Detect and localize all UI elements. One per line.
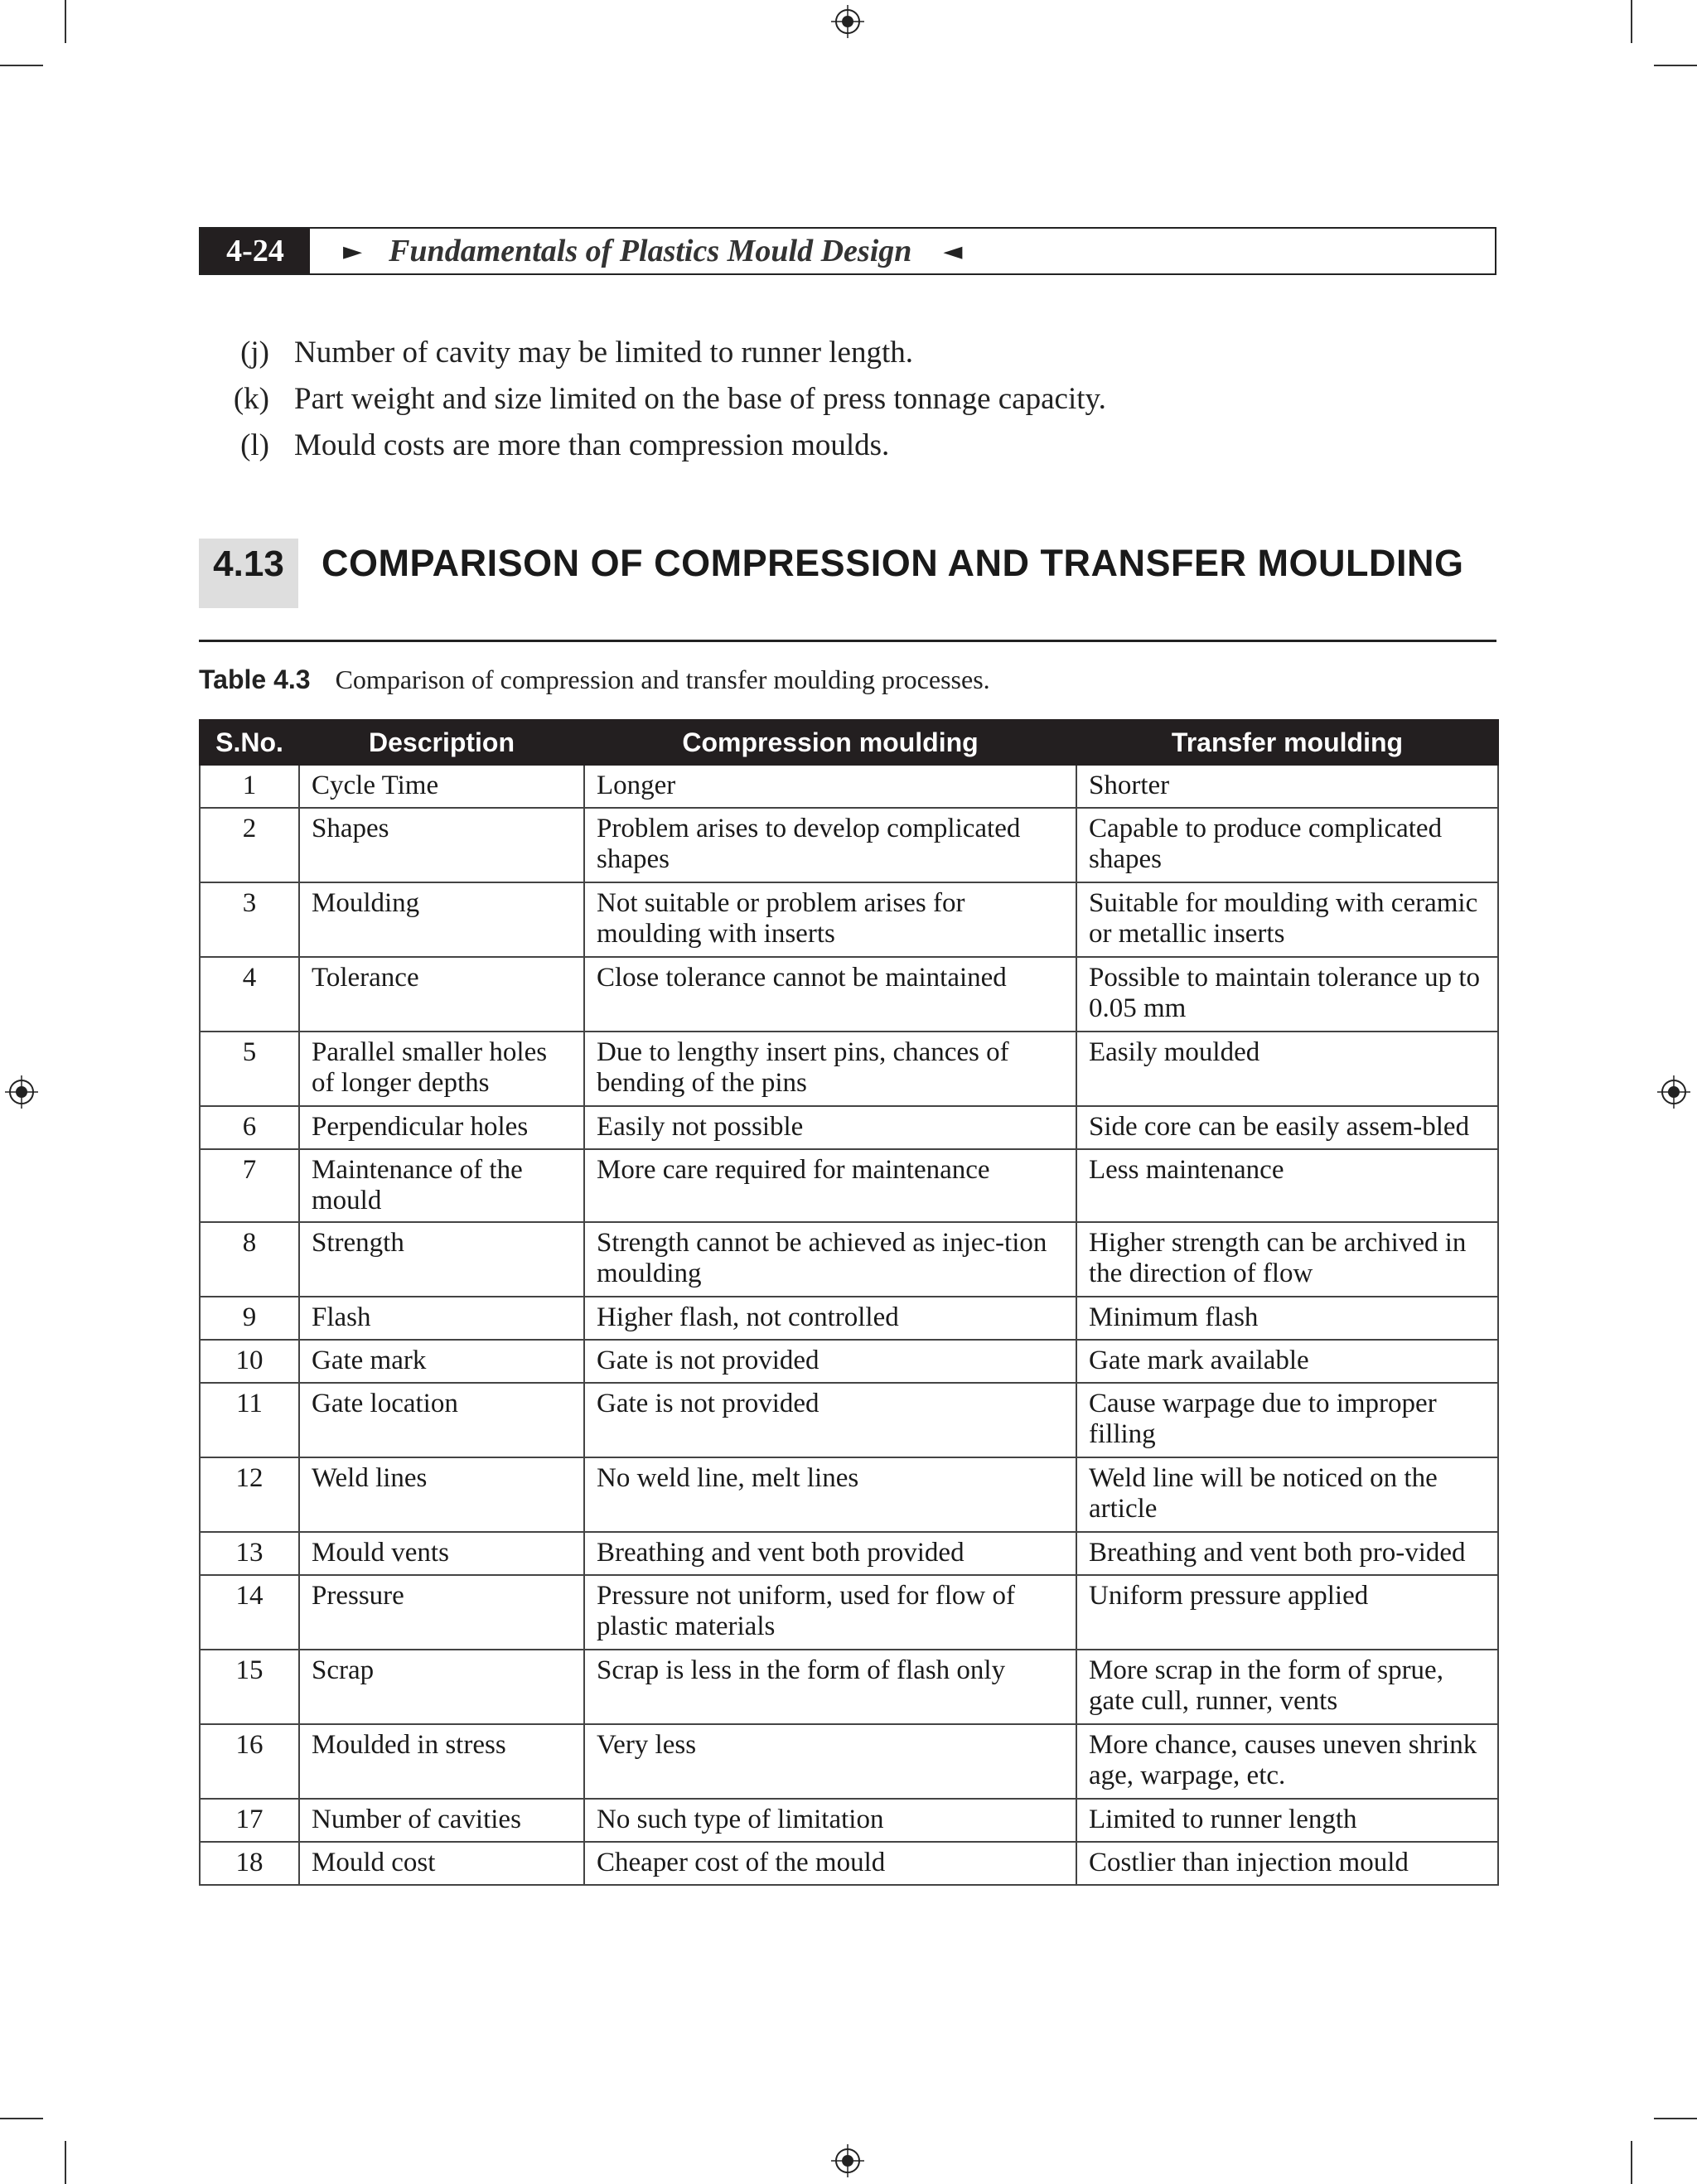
cell-transfer: Shorter: [1076, 765, 1498, 808]
list-item: [199, 330, 1492, 376]
cell-sno: 8: [200, 1222, 299, 1297]
arrow-left-icon: ◄: [943, 236, 963, 266]
table-caption-label: Table 4.3: [199, 664, 311, 694]
cell-sno: 18: [200, 1842, 299, 1885]
cell-transfer: Less maintenance: [1076, 1149, 1498, 1222]
table-row: [200, 1149, 1498, 1222]
cell-compression: Longer: [584, 765, 1076, 808]
book-title: Fundamentals of Plastics Mould Design: [389, 234, 912, 268]
cell-description: Moulded in stress: [299, 1724, 584, 1799]
list: [199, 330, 1492, 469]
crop-mark: [1631, 2141, 1632, 2184]
crop-mark: [65, 2141, 66, 2184]
cell-transfer: Costlier than injection mould: [1076, 1842, 1498, 1885]
cell-sno: 2: [200, 808, 299, 882]
registration-mark-icon: [1657, 1075, 1690, 1109]
cell-compression: Due to lengthy insert pins, chances of bending of the pins: [584, 1032, 1076, 1106]
cell-sno: 4: [200, 957, 299, 1032]
section-title: COMPARISON OF COMPRESSION AND TRANSFER MOULDING: [322, 542, 1464, 584]
cell-description: Maintenance of the mould: [299, 1149, 584, 1222]
column-header-description: Description: [299, 720, 584, 765]
cell-compression: Gate is not provided: [584, 1383, 1076, 1457]
cell-compression: Easily not possible: [584, 1106, 1076, 1149]
cell-compression: Breathing and vent both provided: [584, 1532, 1076, 1575]
cell-transfer: Minimum flash: [1076, 1297, 1498, 1340]
cell-transfer: Easily moulded: [1076, 1032, 1498, 1106]
cell-compression: Close tolerance cannot be maintained: [584, 957, 1076, 1032]
cell-description: Moulding: [299, 882, 584, 957]
table-row: [200, 1842, 1498, 1885]
crop-mark: [0, 65, 43, 66]
cell-transfer: More chance, causes uneven shrink age, warpage, etc.: [1076, 1724, 1498, 1799]
column-header-transfer: Transfer moulding: [1076, 720, 1498, 765]
table-row: [200, 1799, 1498, 1842]
cell-description: Pressure: [299, 1575, 584, 1650]
comparison-table: [199, 719, 1499, 1886]
cell-description: Gate location: [299, 1383, 584, 1457]
cell-sno: 12: [200, 1457, 299, 1532]
cell-compression: Strength cannot be achieved as injec-tion moulding: [584, 1222, 1076, 1297]
table-row: [200, 1650, 1498, 1724]
table-row: [200, 1032, 1498, 1106]
cell-sno: 9: [200, 1297, 299, 1340]
cell-sno: 13: [200, 1532, 299, 1575]
cell-sno: 17: [200, 1799, 299, 1842]
cell-compression: Scrap is less in the form of flash only: [584, 1650, 1076, 1724]
cell-description: Flash: [299, 1297, 584, 1340]
cell-description: Strength: [299, 1222, 584, 1297]
running-header: [199, 227, 1496, 275]
cell-description: Perpendicular holes: [299, 1106, 584, 1149]
table-caption-text: Comparison of compression and transfer moulding processes.: [335, 664, 990, 694]
cell-description: Mould vents: [299, 1532, 584, 1575]
page-number: 4-24: [201, 229, 310, 273]
cell-transfer: Side core can be easily assem-bled: [1076, 1106, 1498, 1149]
section-rule: [199, 640, 1496, 642]
table-row: [200, 1106, 1498, 1149]
table-row: [200, 957, 1498, 1032]
cell-compression: Problem arises to develop complicated shapes: [584, 808, 1076, 882]
table-row: [200, 1724, 1498, 1799]
crop-mark: [1654, 2118, 1697, 2119]
table-row: [200, 1297, 1498, 1340]
cell-sno: 1: [200, 765, 299, 808]
cell-sno: 14: [200, 1575, 299, 1650]
cell-transfer: Breathing and vent both pro-vided: [1076, 1532, 1498, 1575]
crop-mark: [1654, 65, 1697, 66]
table-row: [200, 765, 1498, 808]
list-item: [199, 423, 1492, 469]
cell-description: Parallel smaller holes of longer depths: [299, 1032, 584, 1106]
cell-sno: 16: [200, 1724, 299, 1799]
list-item-text: Mould costs are more than compression moulds.: [294, 428, 890, 462]
cell-transfer: Capable to produce complicated shapes: [1076, 808, 1498, 882]
table-row: [200, 1340, 1498, 1383]
cell-compression: No such type of limitation: [584, 1799, 1076, 1842]
cell-compression: Cheaper cost of the mould: [584, 1842, 1076, 1885]
cell-sno: 3: [200, 882, 299, 957]
crop-mark: [0, 2118, 43, 2119]
arrow-right-icon: ►: [343, 236, 363, 266]
cell-transfer: Weld line will be noticed on the article: [1076, 1457, 1498, 1532]
cell-description: Tolerance: [299, 957, 584, 1032]
column-header-sno: S.No.: [200, 720, 299, 765]
table-row: [200, 1575, 1498, 1650]
cell-description: Number of cavities: [299, 1799, 584, 1842]
cell-sno: 6: [200, 1106, 299, 1149]
cell-description: Shapes: [299, 808, 584, 882]
cell-description: Mould cost: [299, 1842, 584, 1885]
cell-transfer: Limited to runner length: [1076, 1799, 1498, 1842]
list-item-text: Part weight and size limited on the base of press tonnage capacity.: [294, 382, 1106, 416]
registration-mark-icon: [5, 1075, 38, 1109]
list-item: [199, 376, 1492, 423]
column-header-compression: Compression moulding: [584, 720, 1076, 765]
list-item-text: Number of cavity may be limited to runner length.: [294, 336, 913, 370]
cell-sno: 5: [200, 1032, 299, 1106]
cell-compression: Higher flash, not controlled: [584, 1297, 1076, 1340]
cell-compression: No weld line, melt lines: [584, 1457, 1076, 1532]
crop-mark: [65, 0, 66, 43]
cell-description: Gate mark: [299, 1340, 584, 1383]
cell-compression: More care required for maintenance: [584, 1149, 1076, 1222]
list-marker: (l): [240, 428, 269, 462]
table-body: [200, 765, 1498, 1885]
table-row: [200, 1222, 1498, 1297]
cell-transfer: Uniform pressure applied: [1076, 1575, 1498, 1650]
cell-description: Cycle Time: [299, 765, 584, 808]
cell-sno: 7: [200, 1149, 299, 1222]
cell-sno: 11: [200, 1383, 299, 1457]
list-marker: (j): [240, 336, 269, 370]
table-row: [200, 1457, 1498, 1532]
cell-description: Weld lines: [299, 1457, 584, 1532]
cell-compression: Gate is not provided: [584, 1340, 1076, 1383]
cell-compression: Pressure not uniform, used for flow of plastic materials: [584, 1575, 1076, 1650]
cell-transfer: More scrap in the form of sprue, gate cull, runner, vents: [1076, 1650, 1498, 1724]
cell-sno: 10: [200, 1340, 299, 1383]
section-number: 4.13: [213, 544, 284, 584]
cell-transfer: Higher strength can be archived in the direction of flow: [1076, 1222, 1498, 1297]
registration-mark-icon: [831, 2144, 864, 2177]
registration-mark-icon: [831, 5, 864, 38]
table-row: [200, 1532, 1498, 1575]
list-marker: (k): [233, 382, 269, 416]
cell-compression: Not suitable or problem arises for moulding with inserts: [584, 882, 1076, 957]
table-row: [200, 1383, 1498, 1457]
table-caption: [199, 664, 990, 695]
cell-transfer: Possible to maintain tolerance up to 0.05 mm: [1076, 957, 1498, 1032]
cell-compression: Very less: [584, 1724, 1076, 1799]
cell-transfer: Gate mark available: [1076, 1340, 1498, 1383]
table-row: [200, 882, 1498, 957]
cell-transfer: Cause warpage due to improper filling: [1076, 1383, 1498, 1457]
cell-sno: 15: [200, 1650, 299, 1724]
cell-description: Scrap: [299, 1650, 584, 1724]
section-number-box: [199, 539, 298, 608]
table-header-row: [200, 720, 1498, 765]
cell-transfer: Suitable for moulding with ceramic or metallic inserts: [1076, 882, 1498, 957]
crop-mark: [1631, 0, 1632, 43]
table-row: [200, 808, 1498, 882]
